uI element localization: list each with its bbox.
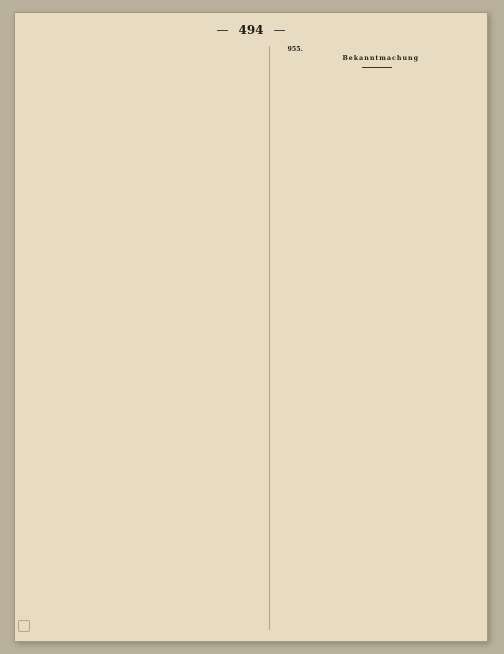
column-divider [269, 46, 270, 630]
section-title: Bekanntmachung [342, 55, 420, 63]
page-header [14, 20, 488, 40]
document-page [14, 12, 488, 642]
two-column-body [64, 46, 474, 630]
header-dash-left: — [216, 23, 229, 37]
page-number: 494 [238, 23, 264, 37]
header-dash-right: — [273, 23, 286, 37]
left-column [64, 46, 259, 630]
right-column [280, 46, 475, 630]
section-rule [362, 67, 392, 68]
margin-mark [18, 620, 30, 632]
section-number: 955. [287, 46, 303, 53]
